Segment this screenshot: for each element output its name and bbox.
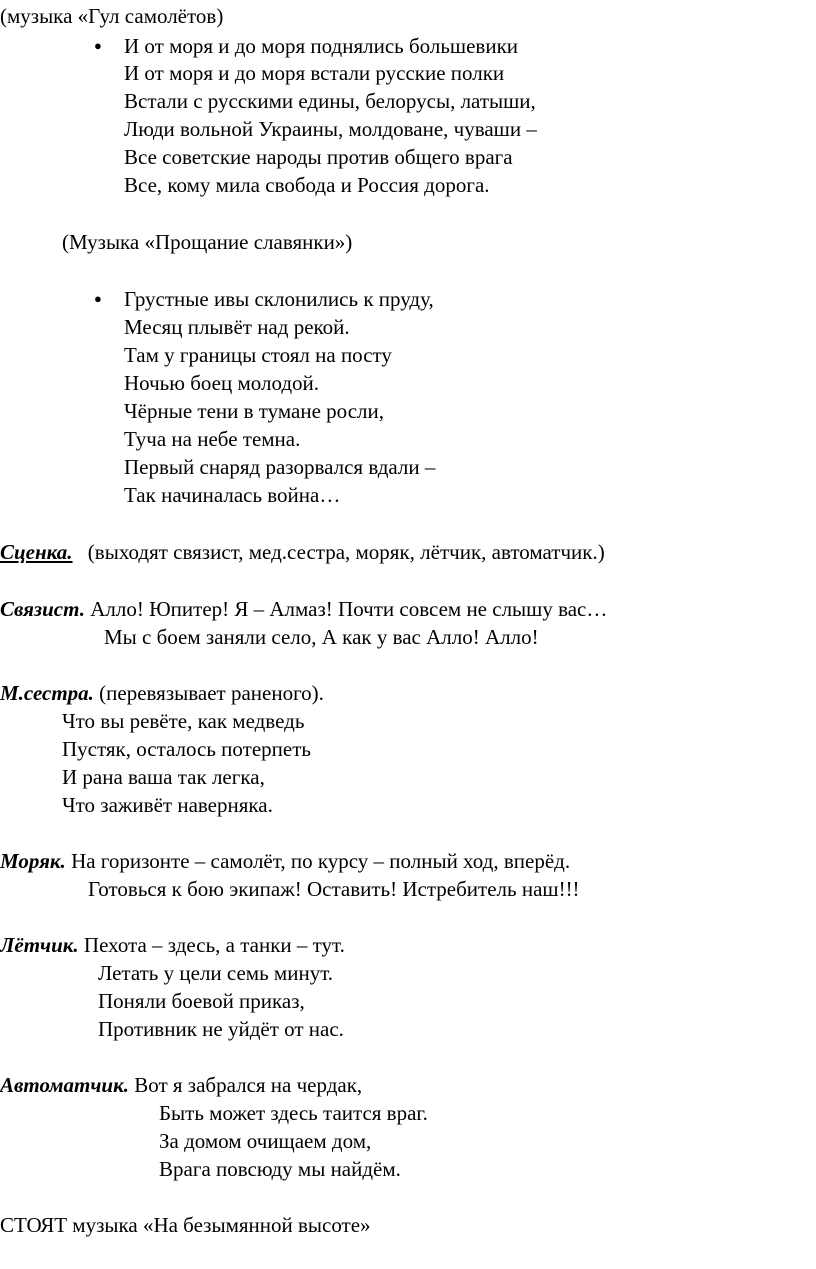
verse2-line-3: Там у границы стоял на посту [124, 343, 392, 367]
nurse-verse-3: И рана ваша так легка, [62, 765, 265, 789]
verse1-line-3: Встали с русскими едины, белорусы, латыши, [124, 89, 536, 113]
nurse-verse-1: Что вы ревёте, как медведь [62, 709, 305, 733]
verse2-line-6: Туча на небе темна. [124, 427, 301, 451]
nurse-stage-direction: (перевязывает раненого). [99, 681, 324, 705]
final-line: СТОЯТ музыка «На безымянной высоте» [0, 1213, 371, 1237]
signalman-line-2: Мы с боем заняли село, А как у вас Алло! Алло! [104, 625, 539, 649]
scene-text: (выходят связист, мед.сестра, моряк, лётчик, автоматчик.) [87, 540, 605, 564]
pilot-text-1: Пехота – здесь, а танки – тут. [83, 933, 345, 957]
sailor-text-1: На горизонте – самолёт, по курсу – полный ход, вперёд. [71, 849, 571, 873]
verse2-line-2: Месяц плывёт над рекой. [124, 315, 350, 339]
verse1-line-1: И от моря и до моря поднялись большевики [124, 34, 519, 58]
pilot-line-4: Противник не уйдёт от нас. [98, 1017, 344, 1041]
nurse-verse-4: Что заживёт наверняка. [62, 793, 273, 817]
sailor-label: Моряк. [0, 849, 66, 873]
signalman-text-1: Алло! Юпитер! Я – Алмаз! Почти совсем не слышу вас… [90, 597, 608, 621]
gunner-line-4: Врага повсюду мы найдём. [159, 1157, 401, 1181]
verse2-line-4: Ночью боец молодой. [124, 371, 320, 395]
nurse-verse-2: Пустяк, осталось потерпеть [62, 737, 311, 761]
verse2-line-1: Грустные ивы склонились к пруду, [124, 287, 434, 311]
scene-line [0, 539, 605, 565]
gunner-text-1: Вот я забрался на чердак, [134, 1073, 363, 1097]
music-note-2: (Музыка «Прощание славянки») [62, 230, 353, 254]
gunner-label: Автоматчик. [0, 1073, 129, 1097]
signalman-line-1 [0, 596, 607, 622]
sailor-line-2: Готовься к бою экипаж! Оставить! Истребитель наш!!! [88, 877, 580, 901]
gunner-line-1 [0, 1072, 362, 1098]
pilot-line-1 [0, 932, 345, 958]
pilot-line-3: Поняли боевой приказ, [98, 989, 305, 1013]
nurse-label: М.сестра. [0, 681, 94, 705]
bullet-icon: ● [94, 291, 102, 306]
gunner-line-3: За домом очищаем дом, [159, 1129, 372, 1153]
bullet-icon: ● [94, 38, 102, 53]
verse2-line-5: Чёрные тени в тумане росли, [124, 399, 384, 423]
verse2-line-8: Так начиналась война… [124, 483, 341, 507]
pilot-label: Лётчик. [0, 933, 79, 957]
verse1-line-4: Люди вольной Украины, молдоване, чуваши – [124, 117, 537, 141]
verse1-line-5: Все советские народы против общего врага [124, 145, 513, 169]
verse1-line-2: И от моря и до моря встали русские полки [124, 61, 505, 85]
sailor-line-1 [0, 848, 570, 874]
verse2-line-7: Первый снаряд разорвался вдали – [124, 455, 436, 479]
nurse-line-1 [0, 680, 324, 706]
scene-label: Сценка. [0, 540, 73, 564]
verse1-line-6: Все, кому мила свобода и Россия дорога. [124, 173, 490, 197]
signalman-label: Связист. [0, 597, 85, 621]
pilot-line-2: Летать у цели семь минут. [98, 961, 334, 985]
intro-line: (музыка «Гул самолётов) [0, 4, 224, 28]
gunner-line-2: Быть может здесь таится враг. [159, 1101, 428, 1125]
